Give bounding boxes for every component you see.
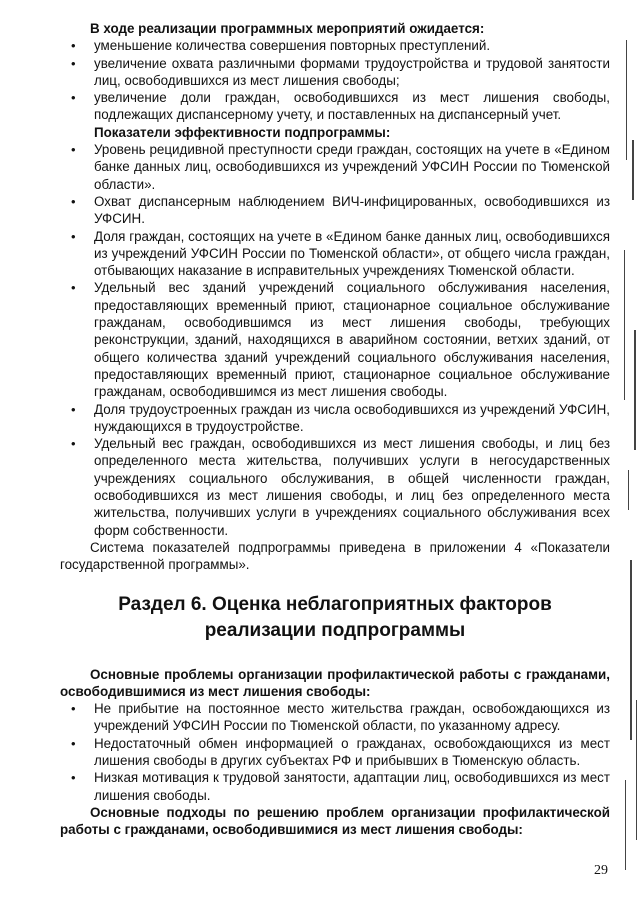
problems-heading: Основные проблемы организации профилактической работы с гражданами, освободившимися из мест лишения свободы: — [60, 666, 610, 699]
bullet-icon: • — [71, 735, 76, 751]
bullet-icon: • — [71, 401, 76, 417]
bullet-icon: • — [71, 142, 76, 158]
indicators-heading: Показатели эффективности подпрограммы: — [94, 124, 391, 140]
section-title: Раздел 6. Оценка неблагоприятных факторов реализации подпрограммы — [118, 593, 552, 641]
expected-results-list — [60, 37, 610, 123]
list-item: • увеличение доли граждан, освободившихся из мест лишения свободы, подлежащих диспансерному учету, и поставленных на диспансерный учет. — [71, 90, 610, 123]
list-item: • Недостаточный обмен информацией о гражданах, освобождающихся из мест лишения свободы в других субъектах РФ и прибывших в Тюменскую область. — [71, 735, 610, 768]
list-item: • Удельный вес зданий учреждений социального обслуживания населения, предоставляющих временный приют, стационарное социальное обслуживание гражданам, освободившимся из мест лишения свободы, требующих реконструкции, зданий, находящихся в аварийном состоянии, ветхих зданий, от общего количества зданий учреждений социального обслуживания населения, предоставляющих временный приют, стационарное социальное обслуживание гражданам, освободившимся из мест лишения свободы. — [71, 280, 610, 400]
page-content — [60, 20, 610, 838]
bullet-icon: • — [71, 90, 76, 106]
list-item: • уменьшение количества совершения повторных преступлений. — [71, 38, 491, 54]
scan-edge-artifact — [618, 0, 640, 905]
expected-results-heading: В ходе реализации программных мероприятий ожидается: — [90, 21, 485, 36]
list-item: • Доля трудоустроенных граждан из числа освободившихся из учреждений УФСИН, нуждающихся в трудоустройстве. — [71, 401, 610, 434]
problems-list — [60, 700, 610, 804]
list-item: • Доля граждан, состоящих на учете в «Едином банке данных лиц, освободившихся из учреждений УФСИН России по Тюменской области», от общего числа граждан, отбывающих наказание в исправительных учреждениях Тюменской области. — [71, 228, 610, 279]
list-item: • увеличение охвата различными формами трудоустройства и трудовой занятости лиц, освободившихся из мест лишения свободы; — [71, 55, 610, 88]
indicators-list — [60, 141, 610, 539]
list-item: • Уровень рецидивной преступности среди граждан, состоящих на учете в «Едином банке данных лиц, освободившихся из учреждений УФСИН России по Тюменской области». — [71, 142, 610, 192]
bullet-icon: • — [71, 38, 76, 54]
bullet-icon: • — [71, 228, 76, 244]
page-number: 29 — [594, 863, 608, 878]
list-item: • Низкая мотивация к трудовой занятости, адаптации лиц, освободившихся из мест лишения свободы. — [71, 770, 610, 803]
approaches-heading: Основные подходы по решению проблем организации профилактической работы с гражданами, освободившимися из мест лишения свободы: — [60, 804, 610, 838]
bullet-icon: • — [71, 701, 76, 717]
bullet-icon: • — [71, 55, 76, 71]
bullet-icon: • — [71, 280, 76, 296]
bullet-icon: • — [71, 193, 76, 209]
list-item: • Охват диспансерным наблюдением ВИЧ-инфицированных, освободившихся из УФСИН. — [71, 193, 610, 227]
list-item: • Не прибытие на постоянное место жительства граждан, освобождающихся из учреждений УФСИН России по Тюменской области, по указанному адресу. — [71, 701, 610, 734]
bullet-icon: • — [71, 436, 76, 452]
list-item: • Удельный вес граждан, освободившихся из мест лишения свободы, и лиц без определенного места жительства, получивших услуги в негосударственных учреждениях социального обслуживания, в общей численности граждан, освободившихся из мест лишения свободы, и лиц без определенного места жительства, получивших услуги в учреждениях социального обслуживания всех форм собственности. — [71, 436, 610, 538]
bullet-icon: • — [71, 770, 76, 786]
system-paragraph: Система показателей подпрограммы приведена в приложении 4 «Показатели государственной программы». — [60, 539, 610, 573]
